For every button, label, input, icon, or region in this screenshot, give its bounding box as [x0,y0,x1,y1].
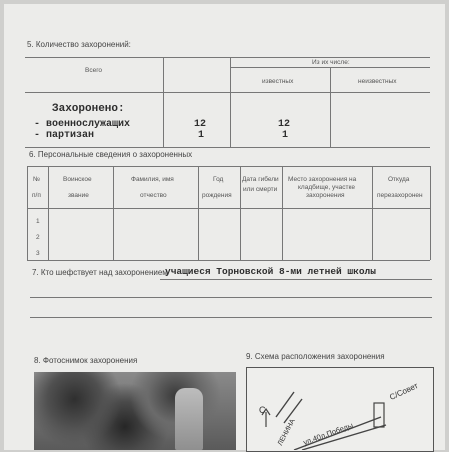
value-partisans-known: 1 [282,130,289,141]
col-known-header: известных [262,78,294,85]
header-rank-l1: Воинское [63,176,92,183]
blank-line-2 [30,317,432,318]
header-num-l2: п/п [32,192,41,199]
header-from-l1: Откуда [388,176,410,183]
scheme-drawing [246,367,433,450]
header-name-l1: Фамилия, имя [131,176,174,183]
value-military-total: 12 [194,119,207,130]
header-place-l1: Место захоронения на [288,176,357,183]
typed-row-partisans: - партизан [34,130,95,141]
header-death-l1: Дата гибели [242,176,279,183]
value-partisans-total: 1 [198,130,205,141]
patron-value: учащиеся Торновской 8-ми летней школы [165,266,376,277]
row-number-3: 3 [36,250,40,257]
col-total-header: Всего [85,67,103,74]
header-num-l1: № [33,176,40,183]
section9-title: 9. Схема расположения захоронения [246,352,385,361]
header-place-l3: захоронения [306,192,345,199]
statue-figure [175,388,203,450]
header-place-l2: кладбище, участке [298,184,355,191]
col-unknown-header: неизвестных [358,78,397,85]
street-lenina-label: ЛЕНИНА [276,418,297,447]
village-council-label: С/Совет [388,381,420,402]
patron-underline [160,279,432,280]
row-number-1: 1 [36,218,40,225]
typed-buried-label: Захоронено: [52,103,125,115]
col-of-them-header: Из их числе: [312,59,350,66]
header-from-l2: перезахоронен [377,192,423,199]
value-military-known: 12 [278,119,291,130]
header-birth-l2: рождения [202,192,232,199]
row-number-2: 2 [36,234,40,241]
section6-title: 6. Персональные сведения о захороненных [29,150,193,159]
section7-title: 7. Кто шефствует над захоронением [32,268,168,277]
burial-photo [34,372,236,450]
north-label: С [259,405,266,415]
street-victory-label: ул.40л.Победы [301,420,355,447]
blank-line-1 [30,297,432,298]
header-death-l2: или смерти [243,186,278,193]
typed-row-military: - военнослужащих [34,119,131,130]
header-birth-l1: Год [213,176,224,183]
section5-title: 5. Количество захоронений: [27,40,131,49]
header-name-l2: отчество [140,192,167,199]
header-rank-l2: звание [68,192,89,199]
section8-title: 8. Фотоснимок захоронения [34,356,138,365]
